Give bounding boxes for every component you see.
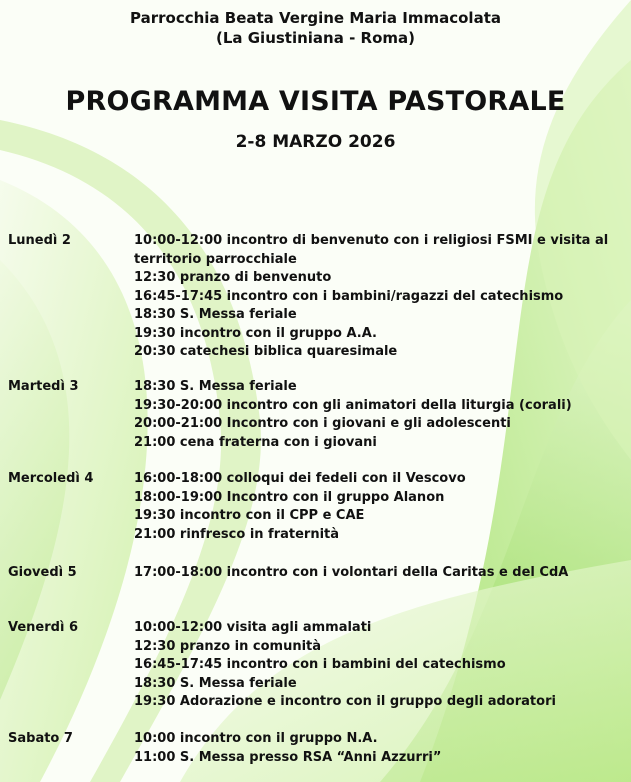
day-label: Mercoledì 4: [8, 471, 94, 486]
event-item: 12:30 pranzo di benvenuto: [134, 270, 332, 285]
event-list: [134, 232, 626, 362]
event-item: 10:00-12:00 incontro di benvenuto con i religiosi FSMI e visita al territorio parrocchiale: [134, 233, 609, 267]
event-item: 16:45-17:45 incontro con i bambini/ragazzi del catechismo: [134, 288, 564, 304]
event-item: 19:30 incontro con il gruppo A.A.: [134, 325, 377, 341]
event-list: [134, 564, 626, 583]
event-item: 17:00-18:00 incontro con i volontari della Caritas e del CdA: [134, 565, 569, 580]
event-item: 19:30 incontro con il CPP e CAE: [134, 508, 365, 523]
event-item: 18:00-19:00 Incontro con il gruppo Alanon: [134, 489, 445, 505]
day-label: Sabato 7: [8, 731, 73, 746]
page-title: PROGRAMMA VISITA PASTORALE: [65, 86, 566, 117]
event-item: 16:45-17:45 incontro con i bambini del catechismo: [134, 657, 506, 672]
event-list: [134, 730, 626, 767]
day-label: Lunedì 2: [8, 233, 71, 248]
event-item: 21:00 cena fraterna con i giovani: [134, 434, 377, 450]
parish-location: (La Giustiniana - Roma): [215, 29, 415, 47]
date-range: 2-8 MARZO 2026: [235, 132, 396, 152]
event-list: [134, 619, 626, 712]
event-item: 10:00 incontro con il gruppo N.A.: [134, 731, 378, 746]
event-item: 16:00-18:00 colloqui dei fedeli con il Vescovo: [134, 471, 466, 486]
parish-name: Parrocchia Beata Vergine Maria Immacolata: [130, 9, 501, 27]
event-list: [134, 378, 626, 452]
day-label: Giovedì 5: [8, 565, 77, 580]
event-item: 20:30 catechesi biblica quaresimale: [134, 344, 398, 359]
event-item: 20:00-21:00 Incontro con i giovani e gli adolescenti: [134, 416, 511, 431]
event-item: 19:30-20:00 incontro con gli animatori della liturgia (corali): [134, 397, 572, 413]
event-item: 19:30 Adorazione e incontro con il gruppo degli adoratori: [134, 694, 556, 709]
day-label: Venerdì 6: [8, 620, 78, 635]
event-item: 10:00-12:00 visita agli ammalati: [134, 620, 372, 635]
day-label: Martedì 3: [8, 379, 79, 394]
event-item: 18:30 S. Messa feriale: [134, 307, 297, 322]
event-item: 21:00 rinfresco in fraternità: [134, 526, 340, 542]
event-item: 18:30 S. Messa feriale: [134, 379, 297, 394]
event-item: 11:00 S. Messa presso RSA “Anni Azzurri”: [134, 749, 442, 765]
event-item: 18:30 S. Messa feriale: [134, 675, 297, 691]
event-item: 12:30 pranzo in comunità: [134, 638, 322, 654]
event-list: [134, 470, 626, 544]
